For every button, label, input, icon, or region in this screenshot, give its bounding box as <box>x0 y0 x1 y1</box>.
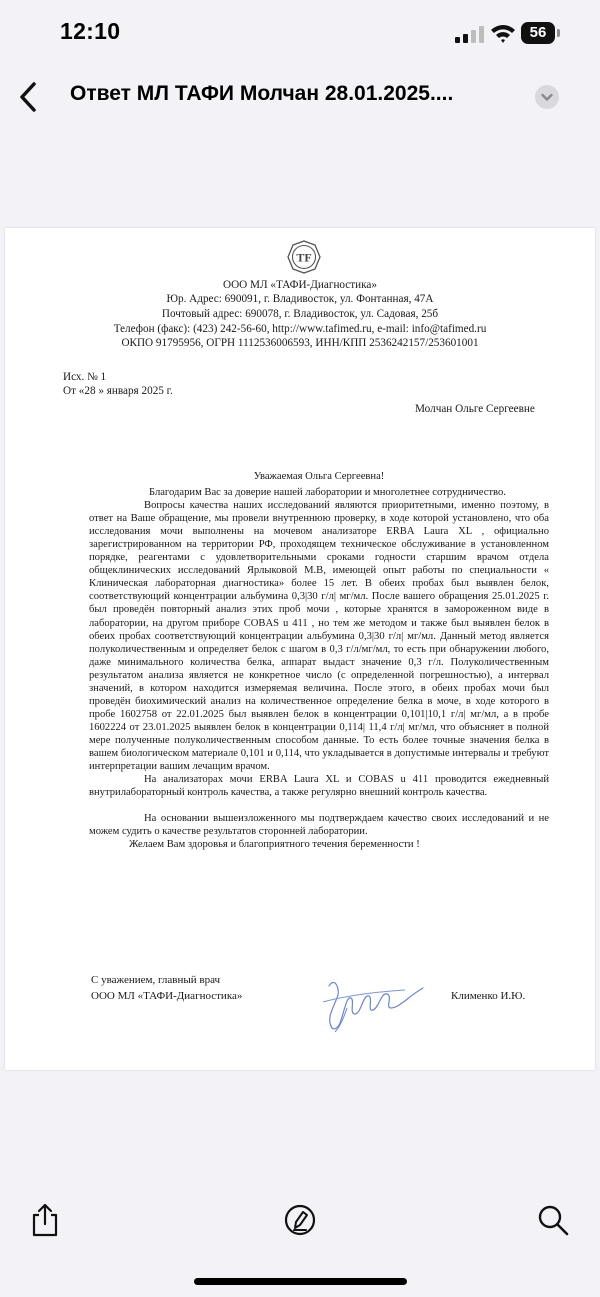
reference-date: От «28 » января 2025 г. <box>63 385 173 397</box>
battery-cap <box>557 29 560 37</box>
handwritten-signature <box>315 968 427 1040</box>
signer-name: Клименко И.Ю. <box>451 990 526 1002</box>
battery-icon: 56 <box>521 22 555 44</box>
svg-text:TF: TF <box>296 250 312 265</box>
navigation-bar <box>0 70 600 126</box>
chevron-down-icon <box>535 85 559 109</box>
recipient: Молчан Ольге Сергеевне <box>415 403 535 415</box>
reference-number: Исх. № 1 <box>63 371 107 383</box>
greeting: Уважаемая Ольга Сергеевна! <box>253 471 385 482</box>
cellular-signal-icon <box>455 26 485 43</box>
header-contacts: Телефон (факс): (423) 242-56-60, http://www.tafimed.ru, e-mail: info@tafimed.ru <box>113 323 487 335</box>
sign-organization: ООО МЛ «ТАФИ-Диагностика» <box>91 990 243 1002</box>
paragraph: Благодарим Вас за доверие нашей лаборатории и многолетнее сотрудничество. <box>149 487 506 499</box>
status-bar <box>0 0 600 70</box>
title-menu-button[interactable] <box>535 85 559 109</box>
back-chevron-icon[interactable] <box>14 80 44 114</box>
wifi-icon <box>490 22 516 44</box>
paragraph: На основании вышеизложенного мы подтверждаем качество своих исследований и не можем судить о качестве результатов сторонней лаборатории. <box>89 813 549 838</box>
paragraph: Вопросы качества наших исследований являются приоритетными, именно поэтому, в ответ на Ваше обращение, мы провели внутреннюю проверку, в ходе которой установлено, что оба исследования мочи выполнены на мочевом анализаторе ERBA Laura XL , официально зарегистрированном на территории РФ, проходящем техническое обслуживание в установленном порядке, реагентами с удовлетворительными сроками годности старшим врачом отдела общеклинических исследований Ярлыковой М.В, имеющей опыт работы по специальности « Клиническая лабораторная диагностика» более 15 лет. В обеих пробах был выявлен белок, соответствующий концентрации альбумина 0,3|30 г/л| мг/мл. После вашего обращения 25.01.2025 г. был проведён повторный анализ этих проб мочи , которые хранятся в замороженном виде в лаборатории, на другом приборе COBAS u 411 , но тем же методом и также был выявлен белок в обеих пробах соответствующий концентрации альбумина 0,3|30 г/л| мг/мл. Данный метод является полуколичественным и определяет белок с шагом в 0,3 г/л/мг/мл, то есть при обнаружении любого, даже минимального количества белка, аппарат выдаст значение 0,3 г/л. Полуколичественным результатом анализа является не конкретное число (с определенной погрешностью), а интервал значений, в котором находится измеряемая величина. После этого, в обеих пробах мочи был проведён биохимический анализ на количественное определение белка в моче, в ходе которого в пробе 1602758 от 22.01.2025 был выявлен белок в концентрации 0,101|10,1 г/л| мг/мл, а в пробе 1602224 от 23.01.2025 выявлен белок в концентрации 0,114| 11,4 г/л| мг/мл, что объясняет в полной мере полученные полуколичественным способом данные. То есть более точные значения белка в вашем биологическом материале 0,101 и 0,114, что укладывается в допустимые интервалы и требуют интерпретации вашим лечащим врачом. <box>89 500 549 773</box>
letter-body <box>89 470 549 851</box>
sign-regards: С уважением, главный врач <box>91 974 221 986</box>
paragraph: Желаем Вам здоровья и благоприятного течения беременности ! <box>129 839 420 851</box>
header-company-name: ООО МЛ «ТАФИ-Диагностика» <box>223 279 377 291</box>
document-title[interactable]: Ответ МЛ ТАФИ Молчан 28.01.2025.... <box>70 82 454 105</box>
search-icon[interactable] <box>536 1202 570 1238</box>
document-page <box>5 228 595 1070</box>
header-legal-address: Юр. Адрес: 690091, г. Владивосток, ул. Фонтанная, 47А <box>166 293 434 305</box>
paragraph: На анализаторах мочи ERBA Laura XL и COBAS u 411 проводится ежедневный внутрилабораторный контроль качества, а также регулярно внешний контроль качества. <box>89 774 549 799</box>
share-icon[interactable] <box>28 1202 62 1238</box>
company-logo-icon <box>287 240 321 274</box>
markup-pen-icon[interactable] <box>283 1202 317 1238</box>
bottom-toolbar <box>0 1190 600 1250</box>
header-postal-address: Почтовый адрес: 690078, г. Владивосток, ул. Садовая, 25б <box>161 308 439 320</box>
home-indicator[interactable] <box>194 1278 407 1285</box>
status-time: 12:10 <box>60 18 121 44</box>
header-registration: ОКПО 91795956, ОГРН 1112536006593, ИНН/КПП 2536242157/253601001 <box>121 337 479 349</box>
